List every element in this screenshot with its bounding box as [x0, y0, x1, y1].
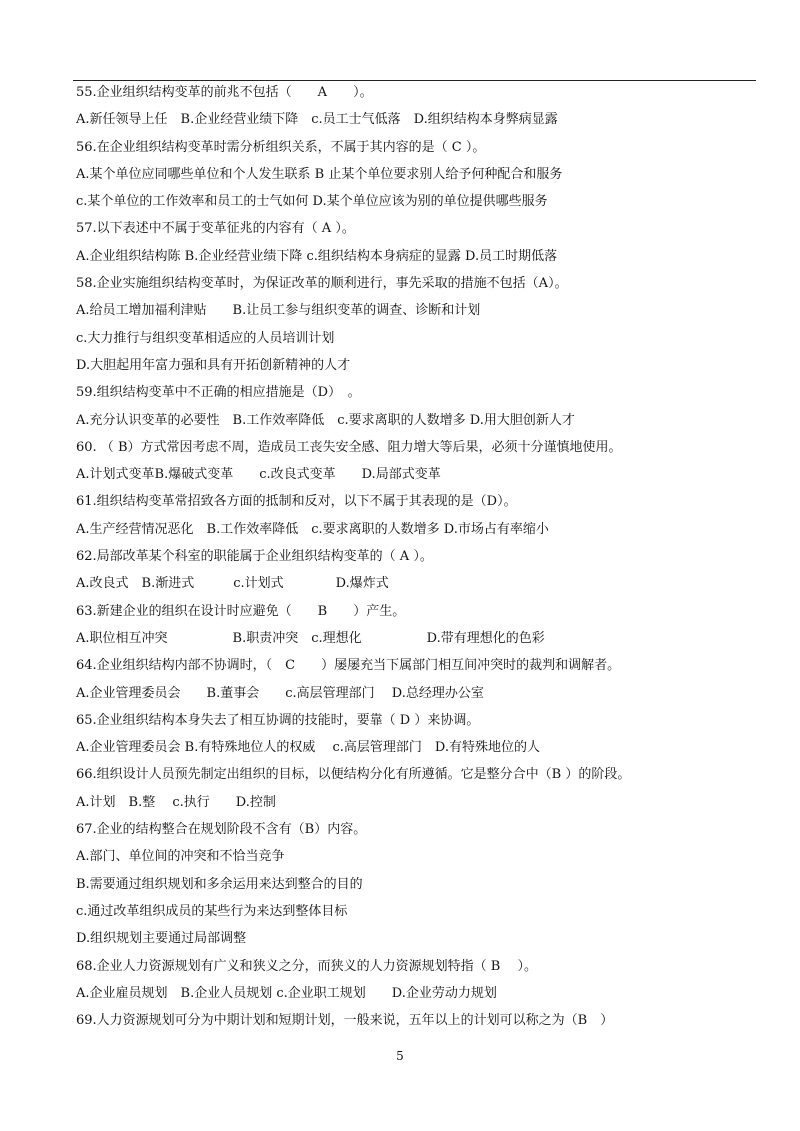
question-55: 55.企业组织结构变革的前兆不包括（ A ）。	[76, 85, 373, 100]
question-66-options: A.计划 B.整 c.执行 D.控制	[76, 794, 276, 810]
question-58-option-c: c.大力推行与组织变革相适应的人员培训计划	[76, 330, 335, 346]
question-56: 56.在企业组织结构变革时需分析组织关系，不属于其内容的是（ C ）。	[76, 139, 486, 155]
question-68-options: A.企业雇员规划 B.企业人员规划 c.企业职工规划 D.企业劳动力规划	[76, 985, 497, 1001]
question-62: 62.局部改革某个科室的职能属于企业组织结构变革的（ A ）。	[76, 549, 433, 565]
question-55-options: A.新任领导上任 B.企业经营业绩下降 c.员工士气低落 D.组织结构本身弊病显露	[76, 112, 558, 128]
question-60: 60. （ B）方式常因考虑不周，造成员工丧失安全感、阻力增大等后果，必须十分谨慎地使用。	[76, 439, 622, 455]
question-58-option-ab: A.给员工增加福利津贴 B.让员工参与组织变革的调查、诊断和计划	[76, 303, 481, 319]
question-63-options: A.职位相互冲突 B.职责冲突 c.理想化 D.带有理想化的色彩	[76, 630, 545, 646]
question-68: 68.企业人力资源规划有广义和狭义之分，而狭义的人力资源规划特指（ B ）。	[76, 958, 537, 974]
question-67-option-b: B.需要通过组织规划和多余运用来达到整合的目的	[76, 876, 363, 892]
question-60-options: A.计划式变革B.爆破式变革 c.改良式变革 D.局部式变革	[76, 467, 441, 483]
question-64: 64.企业组织结构内部不协调时，（ C ）屡屡充当下属部门相互间冲突时的裁判和调解者。	[76, 658, 621, 674]
question-61: 61.组织结构变革常招致各方面的抵制和反对，以下不属于其表现的是（D）。	[76, 494, 517, 510]
question-57-options: A.企业组织结构陈 B.企业经营业绩下降 c.组织结构本身病症的显露 D.员工时期低落	[76, 248, 558, 264]
question-64-options: A.企业管理委员会 B.董事会 c.高层管理部门 D.总经理办公室	[76, 685, 484, 701]
question-66: 66.组织设计人员预先制定出组织的目标，以便结构分化有所遵循。它是整分合中（B ）的阶段。	[76, 767, 631, 783]
question-65: 65.企业组织结构本身失去了相互协调的技能时，要靠（ D ）来协调。	[76, 712, 480, 728]
page-number: 5	[396, 1049, 404, 1063]
question-59-options: A.充分认识变革的必要性 B.工作效率降低 c.要求离职的人数增多 D.用大胆创新人才	[76, 412, 575, 428]
question-59: 59.组织结构变革中不正确的相应措施是（D） 。	[76, 385, 361, 401]
question-69: 69.人力资源规划可分为中期计划和短期计划，一般来说，五年以上的计划可以称之为（B ）	[76, 1013, 614, 1029]
question-57: 57.以下表述中不属于变革征兆的内容有（ A ）。	[76, 221, 355, 237]
question-61-options: A.生产经营情况恶化 B.工作效率降低 c.要求离职的人数增多 D.市场占有率缩小	[76, 521, 549, 537]
question-67-option-a: A.部门、单位间的冲突和不恰当竞争	[76, 849, 285, 865]
document-body	[76, 79, 766, 1034]
question-67-option-d: D.组织规划主要通过局部调整	[76, 931, 247, 947]
question-65-options: A.企业管理委员会 B.有特殊地位人的权威 c.高层管理部门 D.有特殊地位的人	[76, 740, 540, 756]
question-56-options-1: A.某个单位应同哪些单位和个人发生联系 B 止某个单位要求别人给予何种配合和服务	[76, 166, 563, 182]
question-63: 63.新建企业的组织在设计时应避免（ B ）产生。	[76, 603, 406, 619]
question-56-options-2: c.某个单位的工作效率和员工的士气如何 D.某个单位应该为别的单位提供哪些服务	[76, 194, 548, 210]
question-58: 58.企业实施组织结构变革时，为保证改革的顺利进行，事先采取的措施不包括（A）。	[76, 276, 568, 292]
question-62-options: A.改良式 B.渐进式 c.计划式 D.爆炸式	[76, 576, 389, 592]
question-67: 67.企业的结构整合在规划阶段不含有（B）内容。	[76, 822, 367, 838]
question-67-option-c: c.通过改革组织成员的某些行为来达到整体目标	[76, 903, 348, 919]
question-58-option-d: D.大胆起用年富力强和具有开拓创新精神的人才	[76, 357, 351, 373]
